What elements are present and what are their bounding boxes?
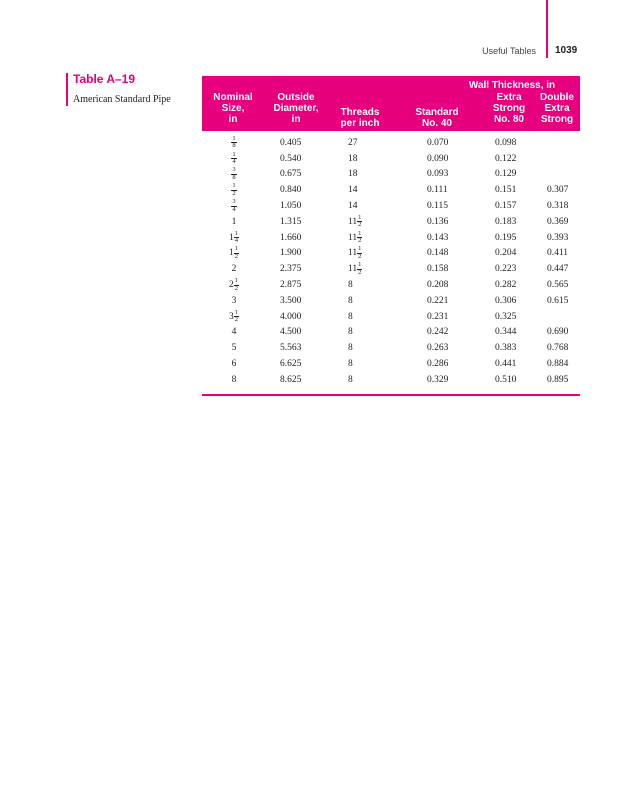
cell-threads: 8 (348, 311, 353, 322)
cell-standard: 0.090 (427, 153, 449, 164)
table-row (202, 182, 580, 198)
cell-nominal-size: 8 (231, 374, 237, 385)
cell-threads: 8 (348, 343, 353, 354)
table-row (202, 356, 580, 372)
table-row (202, 135, 580, 151)
cell-extra-strong: 0.122 (495, 153, 517, 164)
table-row (202, 293, 580, 309)
cell-outside-diameter: 0.840 (280, 185, 302, 196)
table-row (202, 214, 580, 230)
cell-standard: 0.242 (427, 327, 449, 338)
cell-extra-strong: 0.441 (495, 359, 517, 370)
col-header-outside-diameter: Outside Diameter, in (273, 92, 319, 125)
cell-outside-diameter: 1.050 (280, 201, 302, 212)
size-fraction: $\frac{1}{2}$ (234, 308, 238, 324)
cell-nominal-size: 2 $\frac{1}{2}$ (229, 277, 238, 292)
cell-outside-diameter: 8.625 (280, 374, 302, 385)
cell-double-extra-strong: 0.307 (547, 185, 569, 196)
cell-extra-strong: 0.306 (495, 295, 517, 306)
cell-outside-diameter: 2.875 (280, 280, 302, 291)
threads-fraction: $\frac{1}{2}$ (358, 261, 362, 276)
table-row (202, 309, 580, 325)
size-fraction: $\frac{1}{2}$ (234, 245, 238, 260)
cell-outside-diameter: 1.900 (280, 248, 302, 259)
col-header-nominal-size: Nominal Size, in (213, 92, 253, 125)
cell-extra-strong: 0.344 (495, 327, 517, 338)
table-label: Table A–19 (73, 72, 136, 86)
cell-threads: 8 (348, 295, 353, 306)
col-header-standard: Standard No. 40 (415, 107, 459, 129)
table-row (202, 246, 580, 262)
cell-standard: 0.221 (427, 295, 449, 306)
cell-nominal-size: 3 $\frac{1}{2}$ (229, 308, 238, 324)
cell-threads: 8 (348, 327, 353, 338)
cell-standard: 0.158 (427, 264, 449, 275)
table-row (202, 261, 580, 277)
cell-outside-diameter: 4.000 (280, 311, 302, 322)
cell-nominal-size: 5 (231, 343, 237, 354)
size-fraction: $\frac{3}{4}$ (232, 198, 236, 213)
cell-standard: 0.329 (427, 374, 449, 385)
cell-standard: 0.208 (427, 280, 449, 291)
cell-nominal-size: 1 $\frac{1}{2}$ (229, 245, 238, 260)
cell-outside-diameter: 3.500 (280, 295, 302, 306)
cell-nominal-size: 1 (231, 216, 237, 227)
cell-standard: 0.093 (427, 169, 449, 180)
col-header-threads: Threads per inch (340, 107, 380, 129)
cell-nominal-size (222, 167, 246, 181)
table-body (202, 135, 580, 388)
cell-double-extra-strong: 0.884 (547, 359, 569, 370)
cell-extra-strong: 0.157 (495, 201, 517, 212)
cell-extra-strong: 0.223 (495, 264, 517, 275)
cell-threads: 11 $\frac{1}{2}$ (348, 229, 362, 245)
cell-nominal-size (222, 152, 246, 166)
cell-outside-diameter: 1.315 (280, 216, 302, 227)
size-fraction: $\frac{3}{8}$ (232, 166, 236, 181)
cell-standard: 0.286 (427, 359, 449, 370)
table-header (202, 76, 580, 131)
cell-double-extra-strong: 0.369 (547, 216, 569, 227)
cell-threads: 11 $\frac{1}{2}$ (348, 213, 362, 229)
cell-nominal-size (222, 136, 246, 150)
cell-standard: 0.263 (427, 343, 449, 354)
cell-extra-strong: 0.282 (495, 280, 517, 291)
cell-standard: 0.143 (427, 232, 449, 243)
cell-extra-strong: 0.510 (495, 374, 517, 385)
cell-outside-diameter: 5.563 (280, 343, 302, 354)
cell-double-extra-strong: 0.393 (547, 232, 569, 243)
cell-standard: 0.070 (427, 137, 449, 148)
cell-threads: 18 (348, 169, 358, 180)
cell-standard: 0.231 (427, 311, 449, 322)
cell-double-extra-strong: 0.690 (547, 327, 569, 338)
table-row (202, 151, 580, 167)
threads-fraction: $\frac{1}{2}$ (358, 213, 362, 229)
table-row (202, 230, 580, 246)
cell-double-extra-strong: 0.447 (547, 264, 569, 275)
table-title: American Standard Pipe (73, 94, 171, 105)
group-header-wall-thickness: Wall Thickness, in (468, 80, 556, 91)
size-fraction: $\frac{1}{4}$ (232, 150, 236, 166)
cell-threads: 11 $\frac{1}{2}$ (348, 261, 362, 276)
cell-extra-strong: 0.098 (495, 137, 517, 148)
cell-standard: 0.111 (427, 185, 448, 196)
threads-fraction: $\frac{1}{2}$ (358, 245, 362, 260)
cell-nominal-size: 2 (231, 264, 237, 275)
page-number: 1039 (555, 45, 578, 56)
running-head: Useful Tables (482, 46, 536, 56)
cell-threads: 14 (348, 201, 358, 212)
cell-outside-diameter: 0.675 (280, 169, 302, 180)
table-row (202, 325, 580, 341)
cell-extra-strong: 0.195 (495, 232, 517, 243)
cell-threads: 8 (348, 374, 353, 385)
cell-threads: 18 (348, 153, 358, 164)
table-row (202, 167, 580, 183)
cell-outside-diameter: 0.405 (280, 137, 302, 148)
cell-threads: 27 (348, 137, 358, 148)
table-bottom-rule (202, 394, 580, 396)
cell-extra-strong: 0.129 (495, 169, 517, 180)
cell-standard: 0.136 (427, 216, 449, 227)
table-row (202, 372, 580, 388)
cell-nominal-size: 4 (231, 327, 237, 338)
cell-outside-diameter: 0.540 (280, 153, 302, 164)
size-fraction: $\frac{1}{2}$ (234, 277, 238, 292)
cell-extra-strong: 0.383 (495, 343, 517, 354)
cell-standard: 0.148 (427, 248, 449, 259)
col-header-double-extra-strong: Double Extra Strong (540, 92, 574, 125)
cell-nominal-size: 1 $\frac{1}{4}$ (229, 229, 238, 245)
col-header-extra-strong: Extra Strong No. 80 (492, 92, 526, 125)
cell-outside-diameter: 4.500 (280, 327, 302, 338)
table-row (202, 340, 580, 356)
cell-extra-strong: 0.204 (495, 248, 517, 259)
size-fraction: $\frac{1}{2}$ (232, 182, 236, 197)
cell-nominal-size: 6 (231, 359, 237, 370)
cell-outside-diameter: 2.375 (280, 264, 302, 275)
cell-double-extra-strong: 0.565 (547, 280, 569, 291)
cell-threads: 8 (348, 359, 353, 370)
cell-threads: 8 (348, 280, 353, 291)
cell-nominal-size (222, 199, 246, 213)
cell-double-extra-strong: 0.615 (547, 295, 569, 306)
table-row (202, 277, 580, 293)
cell-extra-strong: 0.183 (495, 216, 517, 227)
size-fraction: $\frac{1}{8}$ (232, 134, 236, 150)
threads-fraction: $\frac{1}{2}$ (358, 229, 362, 245)
cell-double-extra-strong: 0.411 (547, 248, 569, 259)
cell-nominal-size (222, 183, 246, 197)
cell-outside-diameter: 1.660 (280, 232, 302, 243)
cell-extra-strong: 0.325 (495, 311, 517, 322)
size-fraction: $\frac{1}{4}$ (234, 229, 238, 245)
cell-double-extra-strong: 0.318 (547, 201, 569, 212)
table-row (202, 198, 580, 214)
cell-outside-diameter: 6.625 (280, 359, 302, 370)
cell-double-extra-strong: 0.895 (547, 374, 569, 385)
cell-standard: 0.115 (427, 201, 449, 212)
cell-threads: 14 (348, 185, 358, 196)
cell-extra-strong: 0.151 (495, 185, 517, 196)
cell-threads: 11 $\frac{1}{2}$ (348, 245, 362, 260)
cell-nominal-size: 3 (231, 295, 237, 306)
table-caption (66, 73, 171, 106)
pipe-table (202, 76, 580, 396)
header-rule (546, 0, 548, 58)
cell-double-extra-strong: 0.768 (547, 343, 569, 354)
